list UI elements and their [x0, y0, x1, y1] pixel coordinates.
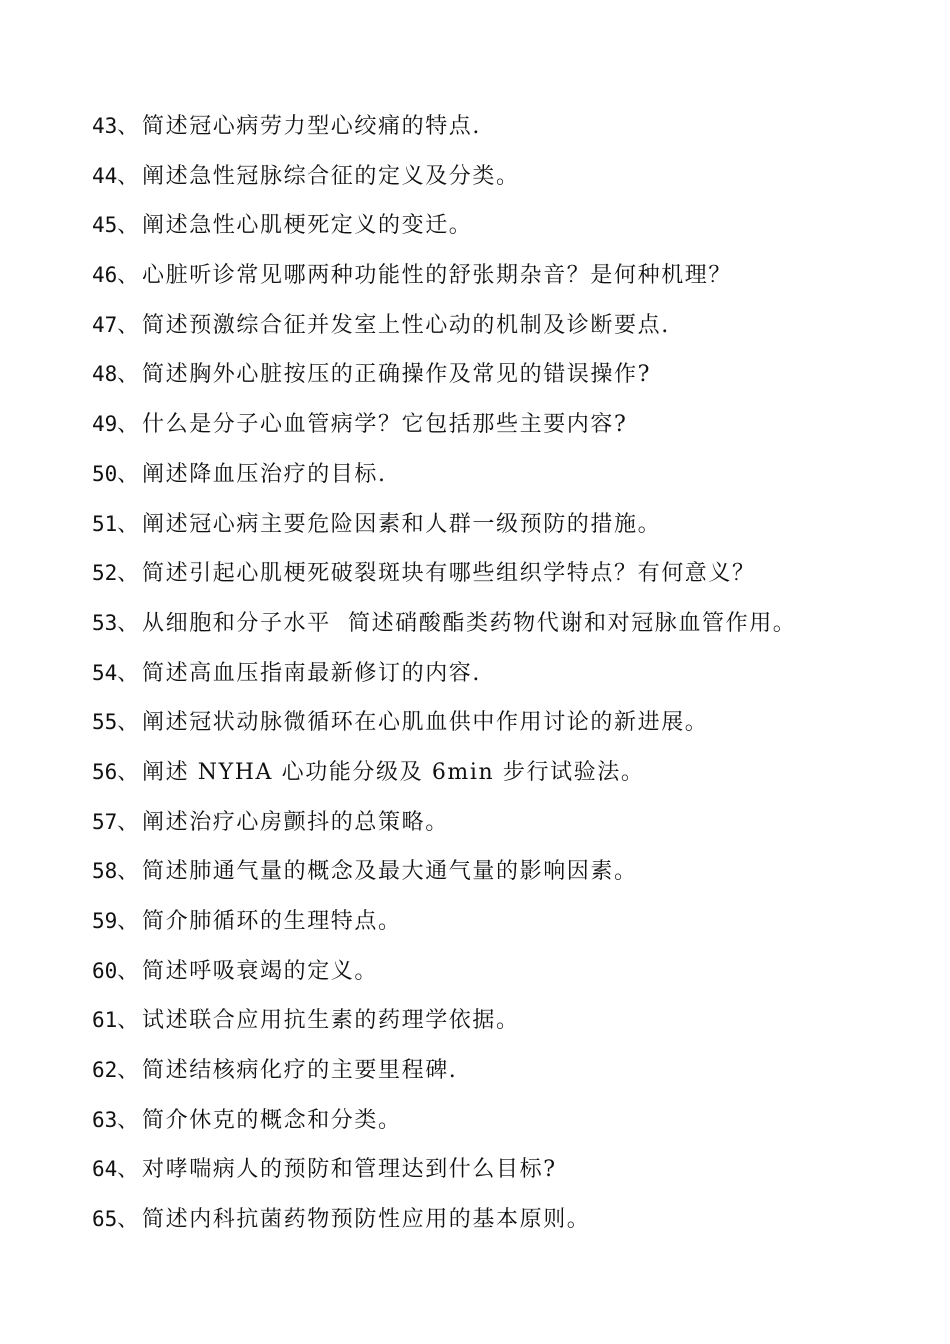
question-item	[92, 1050, 932, 1100]
question-number: 58、	[92, 859, 139, 884]
question-text: 简述肺通气量的概念及最大通气量的影响因素。	[142, 859, 638, 885]
question-number: 55、	[92, 710, 139, 735]
question-text: 阐述急性冠脉综合征的定义及分类。	[142, 163, 520, 189]
question-item	[92, 553, 932, 603]
question-text: 简述高血压指南最新修订的内容.	[142, 660, 481, 686]
question-text: 阐述治疗心房颤抖的总策略。	[142, 809, 449, 835]
question-text: 简述内科抗菌药物预防性应用的基本原则。	[142, 1207, 591, 1233]
question-item	[92, 1149, 932, 1199]
question-text: 对哮喘病人的预防和管理达到什么目标?	[142, 1157, 557, 1183]
question-item	[92, 851, 932, 901]
question-item	[92, 603, 932, 653]
question-item	[92, 404, 932, 454]
question-text: 阐述降血压治疗的目标.	[142, 461, 387, 487]
question-text: 阐述冠心病主要危险因素和人群一级预防的措施。	[142, 511, 662, 537]
question-number: 52、	[92, 561, 139, 586]
question-text: 简介休克的概念和分类。	[142, 1107, 402, 1133]
question-text: 简述预激综合征并发室上性心动的机制及诊断要点.	[142, 312, 670, 338]
question-number: 64、	[92, 1157, 139, 1182]
question-number: 45、	[92, 213, 139, 238]
question-item	[92, 454, 932, 504]
question-list	[92, 106, 932, 1249]
question-item	[92, 802, 932, 852]
question-item	[92, 156, 932, 206]
question-item	[92, 255, 932, 305]
question-item	[92, 504, 932, 554]
question-number: 44、	[92, 163, 139, 188]
question-text: 简述胸外心脏按压的正确操作及常见的错误操作?	[142, 362, 651, 388]
question-text: 阐述急性心肌梗死定义的变迁。	[142, 213, 473, 239]
question-number: 49、	[92, 412, 139, 437]
question-number: 65、	[92, 1207, 139, 1232]
question-item	[92, 1000, 932, 1050]
question-item	[92, 1100, 932, 1150]
question-item	[92, 951, 932, 1001]
question-item	[92, 1199, 932, 1249]
question-item	[92, 205, 932, 255]
question-text: 简述结核病化疗的主要里程碑.	[142, 1058, 458, 1084]
question-item	[92, 901, 932, 951]
question-number: 61、	[92, 1008, 139, 1033]
question-number: 53、	[92, 610, 139, 635]
question-text: 试述联合应用抗生素的药理学依据。	[142, 1008, 520, 1034]
question-number: 63、	[92, 1107, 139, 1132]
question-text: 心脏听诊常见哪两种功能性的舒张期杂音？是何种机理？	[142, 263, 733, 289]
question-text: 从细胞和分子水平 简述硝酸酯类药物代谢和对冠脉血管作用。	[142, 610, 797, 636]
question-number: 48、	[92, 362, 139, 387]
question-number: 62、	[92, 1058, 139, 1083]
question-number: 46、	[92, 263, 139, 288]
question-number: 57、	[92, 809, 139, 834]
question-item	[92, 354, 932, 404]
question-item	[92, 752, 932, 802]
question-text: 简述冠心病劳力型心绞痛的特点.	[142, 114, 481, 139]
question-item	[92, 702, 932, 752]
question-number: 60、	[92, 958, 139, 983]
question-item	[92, 653, 932, 703]
question-number: 43、	[92, 114, 139, 138]
question-number: 47、	[92, 312, 139, 337]
question-number: 51、	[92, 511, 139, 536]
question-item	[92, 305, 932, 355]
question-number: 56、	[92, 759, 139, 784]
question-text: 简述引起心肌梗死破裂斑块有哪些组织学特点？有何意义？	[142, 561, 756, 587]
question-text: 什么是分子心血管病学？它包括那些主要内容?	[142, 412, 628, 438]
question-text: 阐述 NYHA 心功能分级及 6min 步行试验法。	[142, 759, 645, 785]
question-number: 59、	[92, 909, 139, 933]
question-text: 简述呼吸衰竭的定义。	[142, 958, 379, 984]
question-text: 阐述冠状动脉微循环在心肌血供中作用讨论的新进展。	[142, 710, 709, 736]
question-number: 54、	[92, 660, 139, 685]
question-number: 50、	[92, 461, 139, 486]
question-text: 简介肺循环的生理特点。	[142, 909, 402, 934]
question-item	[92, 106, 932, 156]
